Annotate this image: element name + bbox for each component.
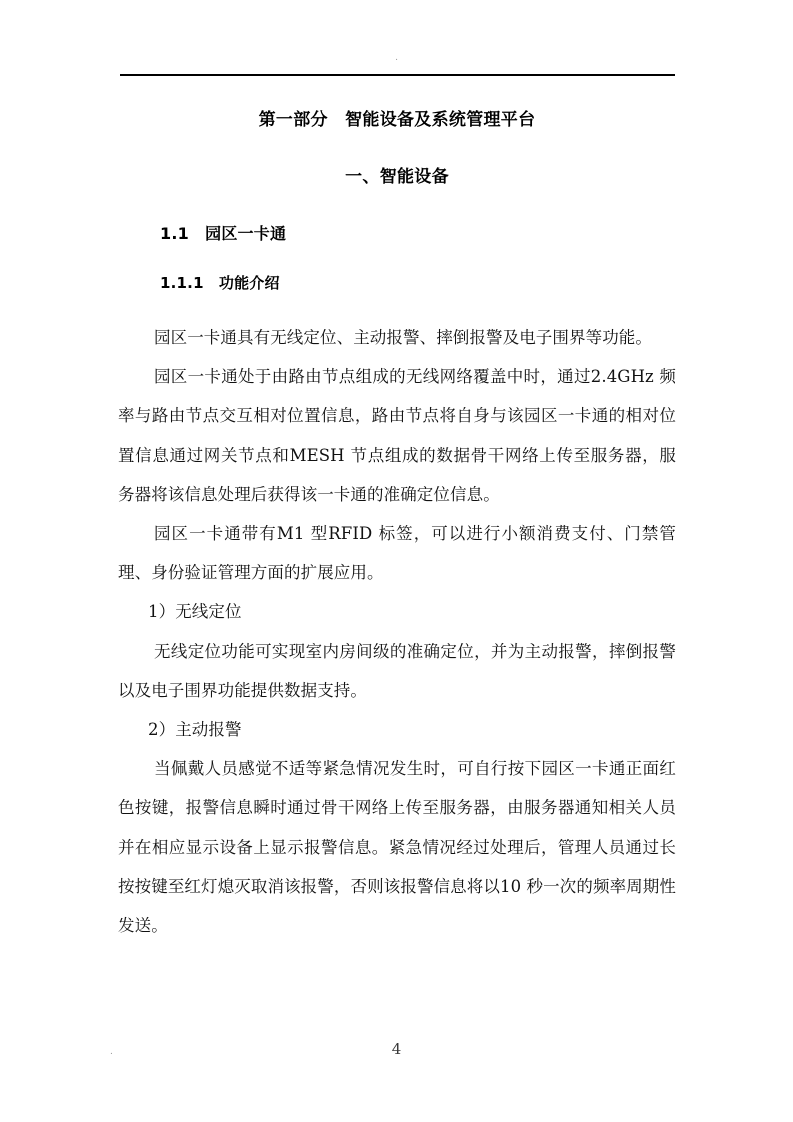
paragraph: 园区一卡通处于由路由节点组成的无线网络覆盖中时，通过2.4GHz 频率与路由节点交互相对位置信息，路由节点将自身与该园区一卡通的相对位置信息通过网关节点和MESH 节点组成的数据骨干网络上传至服务器，服务器将该信息处理后获得该一卡通的准确定位信息。 bbox=[118, 367, 676, 504]
section-heading-level-1: 一、智能设备 bbox=[345, 167, 449, 187]
list-item-label: 2）主动报警 bbox=[148, 720, 242, 740]
header-divider-rule bbox=[120, 74, 675, 76]
heading-1-1: 1.1 园区一卡通 bbox=[160, 224, 287, 243]
document-body bbox=[118, 96, 676, 945]
list-item-body: 当佩戴人员感觉不适等紧急情况发生时，可自行按下园区一卡通正面红色按键，报警信息瞬时通过骨干网络上传至服务器，由服务器通知相关人员并在相应显示设备上显示报警信息。紧急情况经过处理后，管理人员通过长按按键至红灯熄灭取消该报警，否则该报警信息将以10 秒一次的频率周期性发送。 bbox=[118, 759, 676, 936]
paragraph: 园区一卡通具有无线定位、主动报警、摔倒报警及电子围界等功能。 bbox=[154, 328, 652, 347]
page-number: 4 bbox=[391, 1040, 402, 1058]
list-item-body: 无线定位功能可实现室内房间级的准确定位，并为主动报警，摔倒报警以及电子围界功能提供数据支持。 bbox=[118, 641, 676, 700]
page-footer bbox=[0, 1036, 793, 1066]
list-item-label: 1）无线定位 bbox=[148, 602, 242, 622]
header-mark-text: . bbox=[395, 53, 398, 63]
heading-1-1-1: 1.1.1 功能介绍 bbox=[160, 274, 280, 292]
page-title: 第一部分 智能设备及系统管理平台 bbox=[258, 110, 536, 130]
footer-mark-text: . bbox=[110, 1047, 113, 1057]
paragraph: 园区一卡通带有M1 型RFID 标签，可以进行小额消费支付、门禁管理、身份验证管理方面的扩展应用。 bbox=[118, 524, 676, 583]
page-header bbox=[0, 52, 793, 82]
